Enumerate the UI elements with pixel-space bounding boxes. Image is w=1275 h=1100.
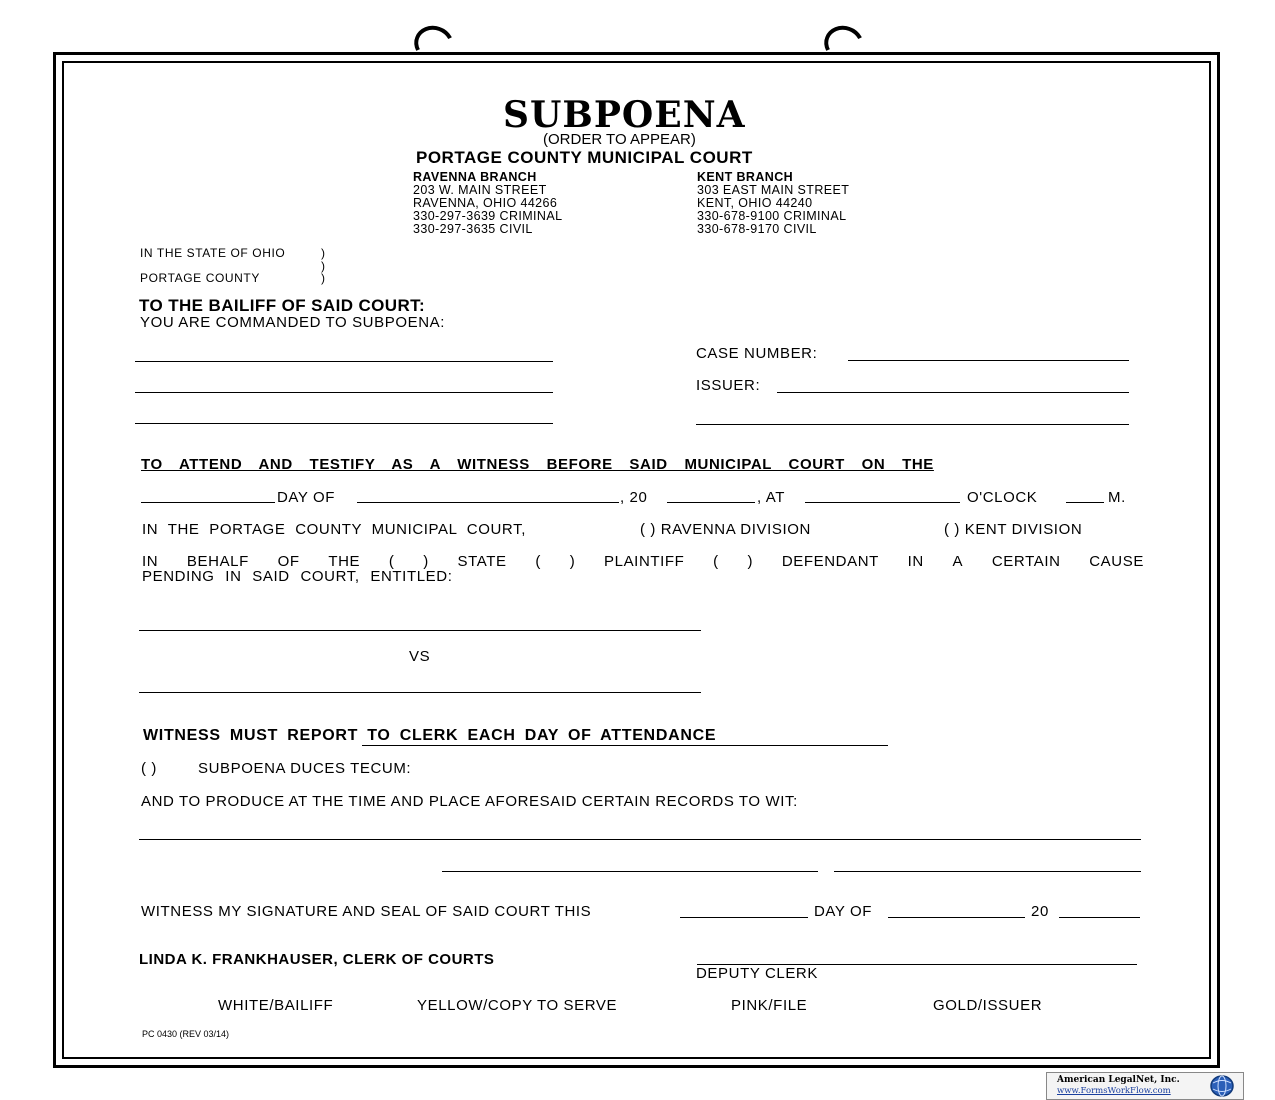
at-label: , AT xyxy=(757,489,785,506)
behalf-word: IN xyxy=(907,553,924,570)
globe-icon xyxy=(1209,1074,1235,1098)
signature-year-field[interactable] xyxy=(1059,917,1140,918)
defendant-checkbox-open[interactable]: ( xyxy=(713,553,719,570)
day-of-label: DAY OF xyxy=(277,489,336,506)
signature-year-prefix: 20 xyxy=(1031,903,1049,920)
ravenna-city: RAVENNA, OHIO 44266 xyxy=(413,196,558,210)
subpoena-name-line-3[interactable] xyxy=(135,423,553,424)
behalf-word: OF xyxy=(277,553,300,570)
behalf-word: IN xyxy=(142,553,159,570)
ravenna-branch-name: RAVENNA BRANCH xyxy=(413,170,537,184)
witness-report-underline xyxy=(362,745,888,746)
ravenna-branch-address xyxy=(413,171,562,236)
division-prefix: IN THE PORTAGE COUNTY MUNICIPAL COURT, xyxy=(142,521,526,538)
copy-white: WHITE/BAILIFF xyxy=(218,997,334,1014)
year-prefix-label: , 20 xyxy=(620,489,648,506)
signature-day-of-label: DAY OF xyxy=(814,903,873,920)
behalf-word: CERTAIN xyxy=(991,553,1061,570)
court-name: PORTAGE COUNTY MUNICIPAL COURT xyxy=(416,148,753,167)
subpoena-name-line-2[interactable] xyxy=(135,392,553,393)
ravenna-criminal-phone: 330-297-3639 CRIMINAL xyxy=(413,209,563,223)
signature-day-field[interactable] xyxy=(680,917,808,918)
state-checkbox-open[interactable]: ( xyxy=(388,553,395,570)
state-checkbox-close[interactable]: ) xyxy=(423,553,429,570)
form-id: PC 0430 (REV 03/14) xyxy=(142,1029,230,1039)
ravenna-division-checkbox[interactable]: ( ) RAVENNA DIVISION xyxy=(640,521,811,538)
venue-county: PORTAGE COUNTY xyxy=(140,271,260,285)
venue-paren-2: ) xyxy=(321,259,326,273)
plaintiff-checkbox-close[interactable]: ) xyxy=(569,553,576,570)
bottom-rule xyxy=(682,1058,892,1059)
day-field[interactable] xyxy=(141,502,275,503)
attend-heading xyxy=(141,456,1141,473)
time-field[interactable] xyxy=(805,502,960,503)
attend-heading-text: TO ATTEND AND TESTIFY AS A WITNESS BEFORE SAID MUNICIPAL COURT ON THE xyxy=(141,456,934,473)
behalf-word: THE xyxy=(328,553,361,570)
kent-criminal-phone: 330-678-9100 CRIMINAL xyxy=(697,209,847,223)
copy-gold: GOLD/ISSUER xyxy=(933,997,1043,1014)
ravenna-civil-phone: 330-297-3635 CIVIL xyxy=(413,222,533,236)
venue-paren-3: ) xyxy=(321,271,326,285)
plaintiff-checkbox-open[interactable]: ( xyxy=(535,553,541,570)
issuer-field[interactable] xyxy=(777,392,1129,393)
behalf-word: A xyxy=(952,553,964,570)
witness-signature-label: WITNESS MY SIGNATURE AND SEAL OF SAID COURT THIS xyxy=(141,903,592,920)
signature-month-field[interactable] xyxy=(888,917,1025,918)
subpoena-name-line-1[interactable] xyxy=(135,361,553,362)
publisher-url[interactable]: www.FormsWorkFlow.com xyxy=(1057,1086,1171,1096)
defendant-party-line[interactable] xyxy=(139,692,701,693)
kent-civil-phone: 330-678-9170 CIVIL xyxy=(697,222,817,236)
kent-city: KENT, OHIO 44240 xyxy=(697,196,813,210)
publisher-name: American LegalNet, Inc. xyxy=(1057,1075,1180,1085)
am-pm-field[interactable] xyxy=(1066,502,1104,503)
publisher-logo xyxy=(1046,1072,1244,1100)
behalf-word: CAUSE xyxy=(1089,553,1144,570)
form-title: SUBPOENA xyxy=(503,94,746,136)
oclock-label: O'CLOCK xyxy=(967,489,1038,506)
records-line-2a[interactable] xyxy=(442,871,818,872)
commanded-label: YOU ARE COMMANDED TO SUBPOENA: xyxy=(140,314,445,331)
records-line-1[interactable] xyxy=(139,839,1141,840)
deputy-clerk-label: DEPUTY CLERK xyxy=(696,965,818,982)
m-label: M. xyxy=(1108,489,1126,506)
kent-branch-name: KENT BRANCH xyxy=(697,170,794,184)
form-subtitle: (ORDER TO APPEAR) xyxy=(543,131,696,148)
behalf-word: DEFENDANT xyxy=(781,553,879,570)
pending-label: PENDING IN SAID COURT, ENTITLED: xyxy=(142,568,453,585)
kent-branch-address xyxy=(697,171,849,236)
case-number-label: CASE NUMBER: xyxy=(696,345,818,362)
month-field[interactable] xyxy=(357,502,619,503)
witness-report-notice: WITNESS MUST REPORT TO CLERK EACH DAY OF ATTENDANCE xyxy=(143,727,717,744)
case-number-field[interactable] xyxy=(848,360,1129,361)
copy-pink: PINK/FILE xyxy=(731,997,808,1014)
behalf-word: PLAINTIFF xyxy=(604,553,685,570)
venue-paren-1: ) xyxy=(321,246,326,260)
plaintiff-party-line[interactable] xyxy=(139,630,701,631)
duces-tecum-label: SUBPOENA DUCES TECUM: xyxy=(198,760,412,777)
copy-yellow: YELLOW/COPY TO SERVE xyxy=(417,997,618,1014)
issuer-extra-line[interactable] xyxy=(696,424,1129,425)
to-bailiff-heading: TO THE BAILIFF OF SAID COURT: xyxy=(139,296,426,315)
produce-records-label: AND TO PRODUCE AT THE TIME AND PLACE AFORESAID CERTAIN RECORDS TO WIT: xyxy=(141,793,798,810)
vs-label: VS xyxy=(409,648,431,665)
ravenna-street: 203 W. MAIN STREET xyxy=(413,183,547,197)
venue-state: IN THE STATE OF OHIO xyxy=(140,246,286,260)
records-line-2b[interactable] xyxy=(834,871,1141,872)
duces-tecum-checkbox[interactable]: ( ) xyxy=(141,760,157,777)
year-field[interactable] xyxy=(667,502,755,503)
defendant-checkbox-close[interactable]: ) xyxy=(747,553,754,570)
clerk-name: LINDA K. FRANKHAUSER, CLERK OF COURTS xyxy=(139,951,495,968)
kent-street: 303 EAST MAIN STREET xyxy=(697,183,850,197)
kent-division-checkbox[interactable]: ( ) KENT DIVISION xyxy=(944,521,1083,538)
issuer-label: ISSUER: xyxy=(696,377,761,394)
behalf-word: BEHALF xyxy=(186,553,249,570)
behalf-word: STATE xyxy=(457,553,507,570)
